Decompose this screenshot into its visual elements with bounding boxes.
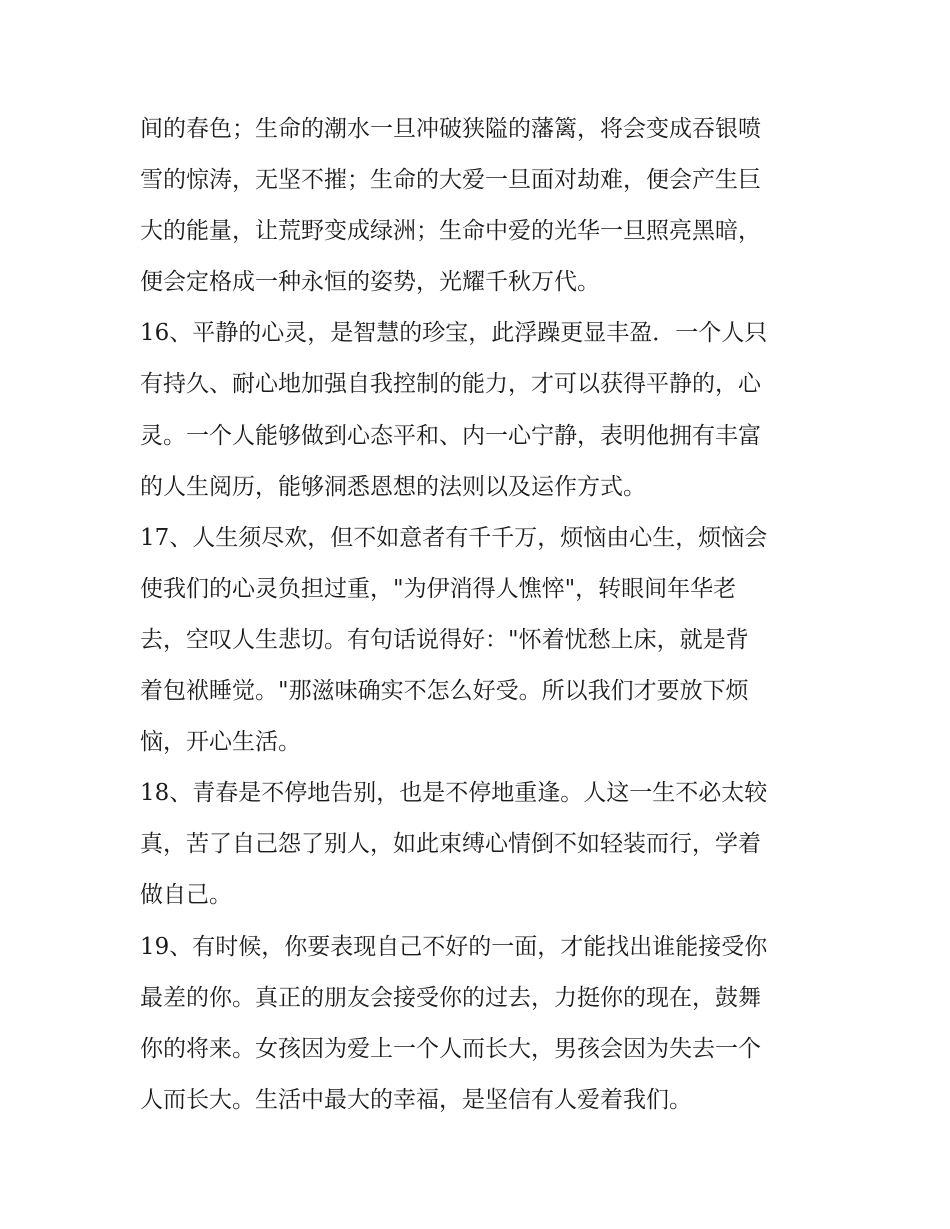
text-line: 做自己。 [140, 882, 232, 909]
paragraph-19-line: 19、有时候，你要表现自己不好的一面，才能找出谁能接受你 [140, 933, 768, 960]
text-line: 使我们的心灵负担过重，"为伊消得人憔悴"，转眼间年华老 [140, 575, 737, 602]
text-line: 灵。一个人能够做到心态平和、内一心宁静，表明他拥有丰富 [140, 422, 761, 449]
text-line: 有持久、耐心地加强自我控制的能力，才可以获得平静的，心 [140, 371, 761, 398]
paragraph-18-line: 18、青春是不停地告别，也是不停地重逢。人这一生不必太较 [140, 780, 768, 807]
text-line: 便会定格成一种永恒的姿势，光耀千秋万代。 [140, 269, 600, 296]
text-line: 大的能量，让荒野变成绿洲；生命中爱的光华一旦照亮黑暗， [140, 218, 761, 245]
text-line: 恼，开心生活。 [140, 729, 301, 756]
text-line: 人而长大。生活中最大的幸福，是坚信有人爱着我们。 [140, 1086, 692, 1113]
text-line: 间的春色；生命的潮水一旦冲破狭隘的藩篱，将会变成吞银喷 [140, 116, 761, 142]
text-line: 去，空叹人生悲切。有句话说得好："怀着忧愁上床，就是背 [140, 626, 749, 653]
text-line: 的人生阅历，能够洞悉恩想的法则以及运作方式。 [140, 473, 646, 500]
paragraph-16-line: 16、平静的心灵，是智慧的珍宝，此浮躁更显丰盈．一个人只 [140, 320, 768, 347]
text-line: 雪的惊涛，无坚不摧；生命的大爱一旦面对劫难，便会产生巨 [140, 167, 761, 194]
text-line: 真，苦了自己怨了别人，如此束缚心情倒不如轻装而行，学着 [140, 831, 761, 858]
text-line: 你的将来。女孩因为爱上一个人而长大，男孩会因为失去一个 [140, 1035, 761, 1062]
document-body [140, 104, 820, 1126]
text-line: 着包袱睡觉。"那滋味确实不怎么好受。所以我们才要放下烦 [140, 678, 749, 705]
text-line: 最差的你。真正的朋友会接受你的过去，力挺你的现在，鼓舞 [140, 984, 761, 1011]
paragraph-17-line: 17、人生须尽欢，但不如意者有千千万，烦恼由心生，烦恼会 [140, 524, 768, 551]
